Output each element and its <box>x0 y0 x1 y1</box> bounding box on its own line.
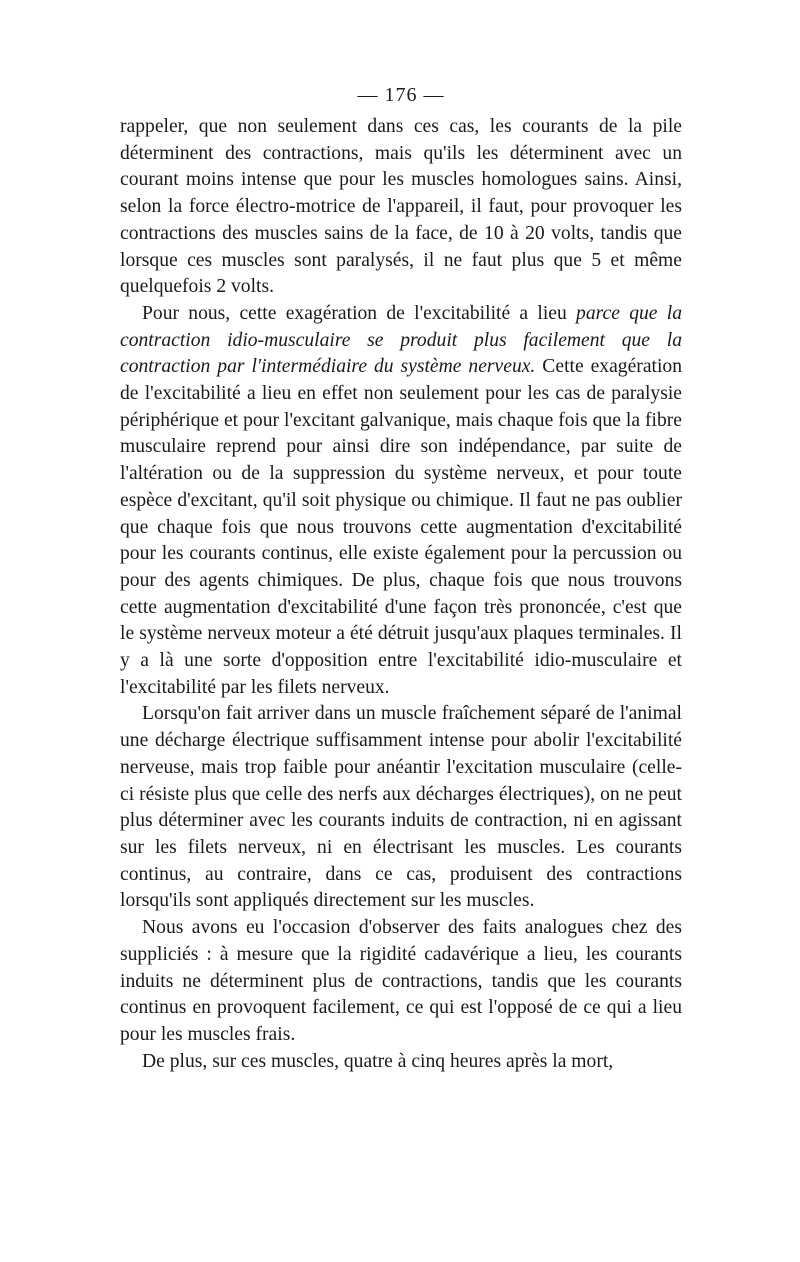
paragraph-2-start: Pour nous, cette exagération de l'excitabilité a lieu <box>142 302 577 324</box>
paragraph-5: De plus, sur ces muscles, quatre à cinq heures après la mort, <box>142 1050 614 1072</box>
paragraph-4: Nous avons eu l'occasion d'observer des faits analogues chez des suppliciés : à mesure que la rigidité cadavérique a lieu, les courants induits ne déterminent plus de contractions, tandis que les courants continus en provoquent facilement, ce qui est l'opposé de ce qui a lieu pour les muscles frais. <box>120 917 682 1045</box>
paragraph-2 <box>120 301 682 702</box>
document-page <box>120 82 682 1075</box>
paragraph-2-italic: parce que la contraction idio-musculaire se produit plus facilement que la contraction par l'intermédiaire du système nerveux. <box>120 302 683 378</box>
paragraph-1: rappeler, que non seulement dans ces cas, les courants de la pile déterminent des contractions, mais qu'ils les déterminent avec un courant moins intense que pour les muscles homologues sains. Ainsi, selon la force électro-motrice de l'appareil, il faut, pour provoquer les contractions des muscles sains de la face, de 10 à 20 volts, tandis que lorsque ces muscles sont paralysés, il ne faut plus que 5 et même quelquefois 2 volts. <box>120 116 682 298</box>
paragraph-2-end: Cette exagération de l'excitabilité a lieu en effet non seulement pour les cas de paralysie périphérique et pour l'excitant galvanique, mais chaque fois que la fibre musculaire reprend pour ainsi dire son indépendance, par suite de l'altération ou de la suppression du système nerveux, et pour toute espèce d'excitant, qu'il soit physique ou chimique. Il faut ne pas oublier que chaque fois que nous trouvons cette augmentation d'excitabilité pour les courants continus, elle existe également pour la percussion ou pour des agents chimiques. De plus, chaque fois que nous trouvons cette augmentation d'excitabilité d'une façon très prononcée, c'est que le système nerveux moteur a été détruit jusqu'aux plaques terminales. Il y a là une sorte d'opposition entre l'excitabilité idio-musculaire et l'excitabilité par les filets nerveux. <box>120 356 682 698</box>
paragraph-3: Lorsqu'on fait arriver dans un muscle fraîchement séparé de l'animal une décharge électrique suffisamment intense pour abolir l'excitabilité nerveuse, mais trop faible pour anéantir l'excitation musculaire (celle-ci résiste plus que celle des nerfs aux décharges électriques), on ne peut plus déterminer avec les courants induits de contraction, ni en agissant sur les filets nerveux, ni en électrisant les muscles. Les courants continus, au contraire, dans ce cas, produisent des contractions lorsqu'ils sont appliqués directement sur les muscles. <box>120 703 682 912</box>
page-number: — 176 — <box>357 84 445 106</box>
